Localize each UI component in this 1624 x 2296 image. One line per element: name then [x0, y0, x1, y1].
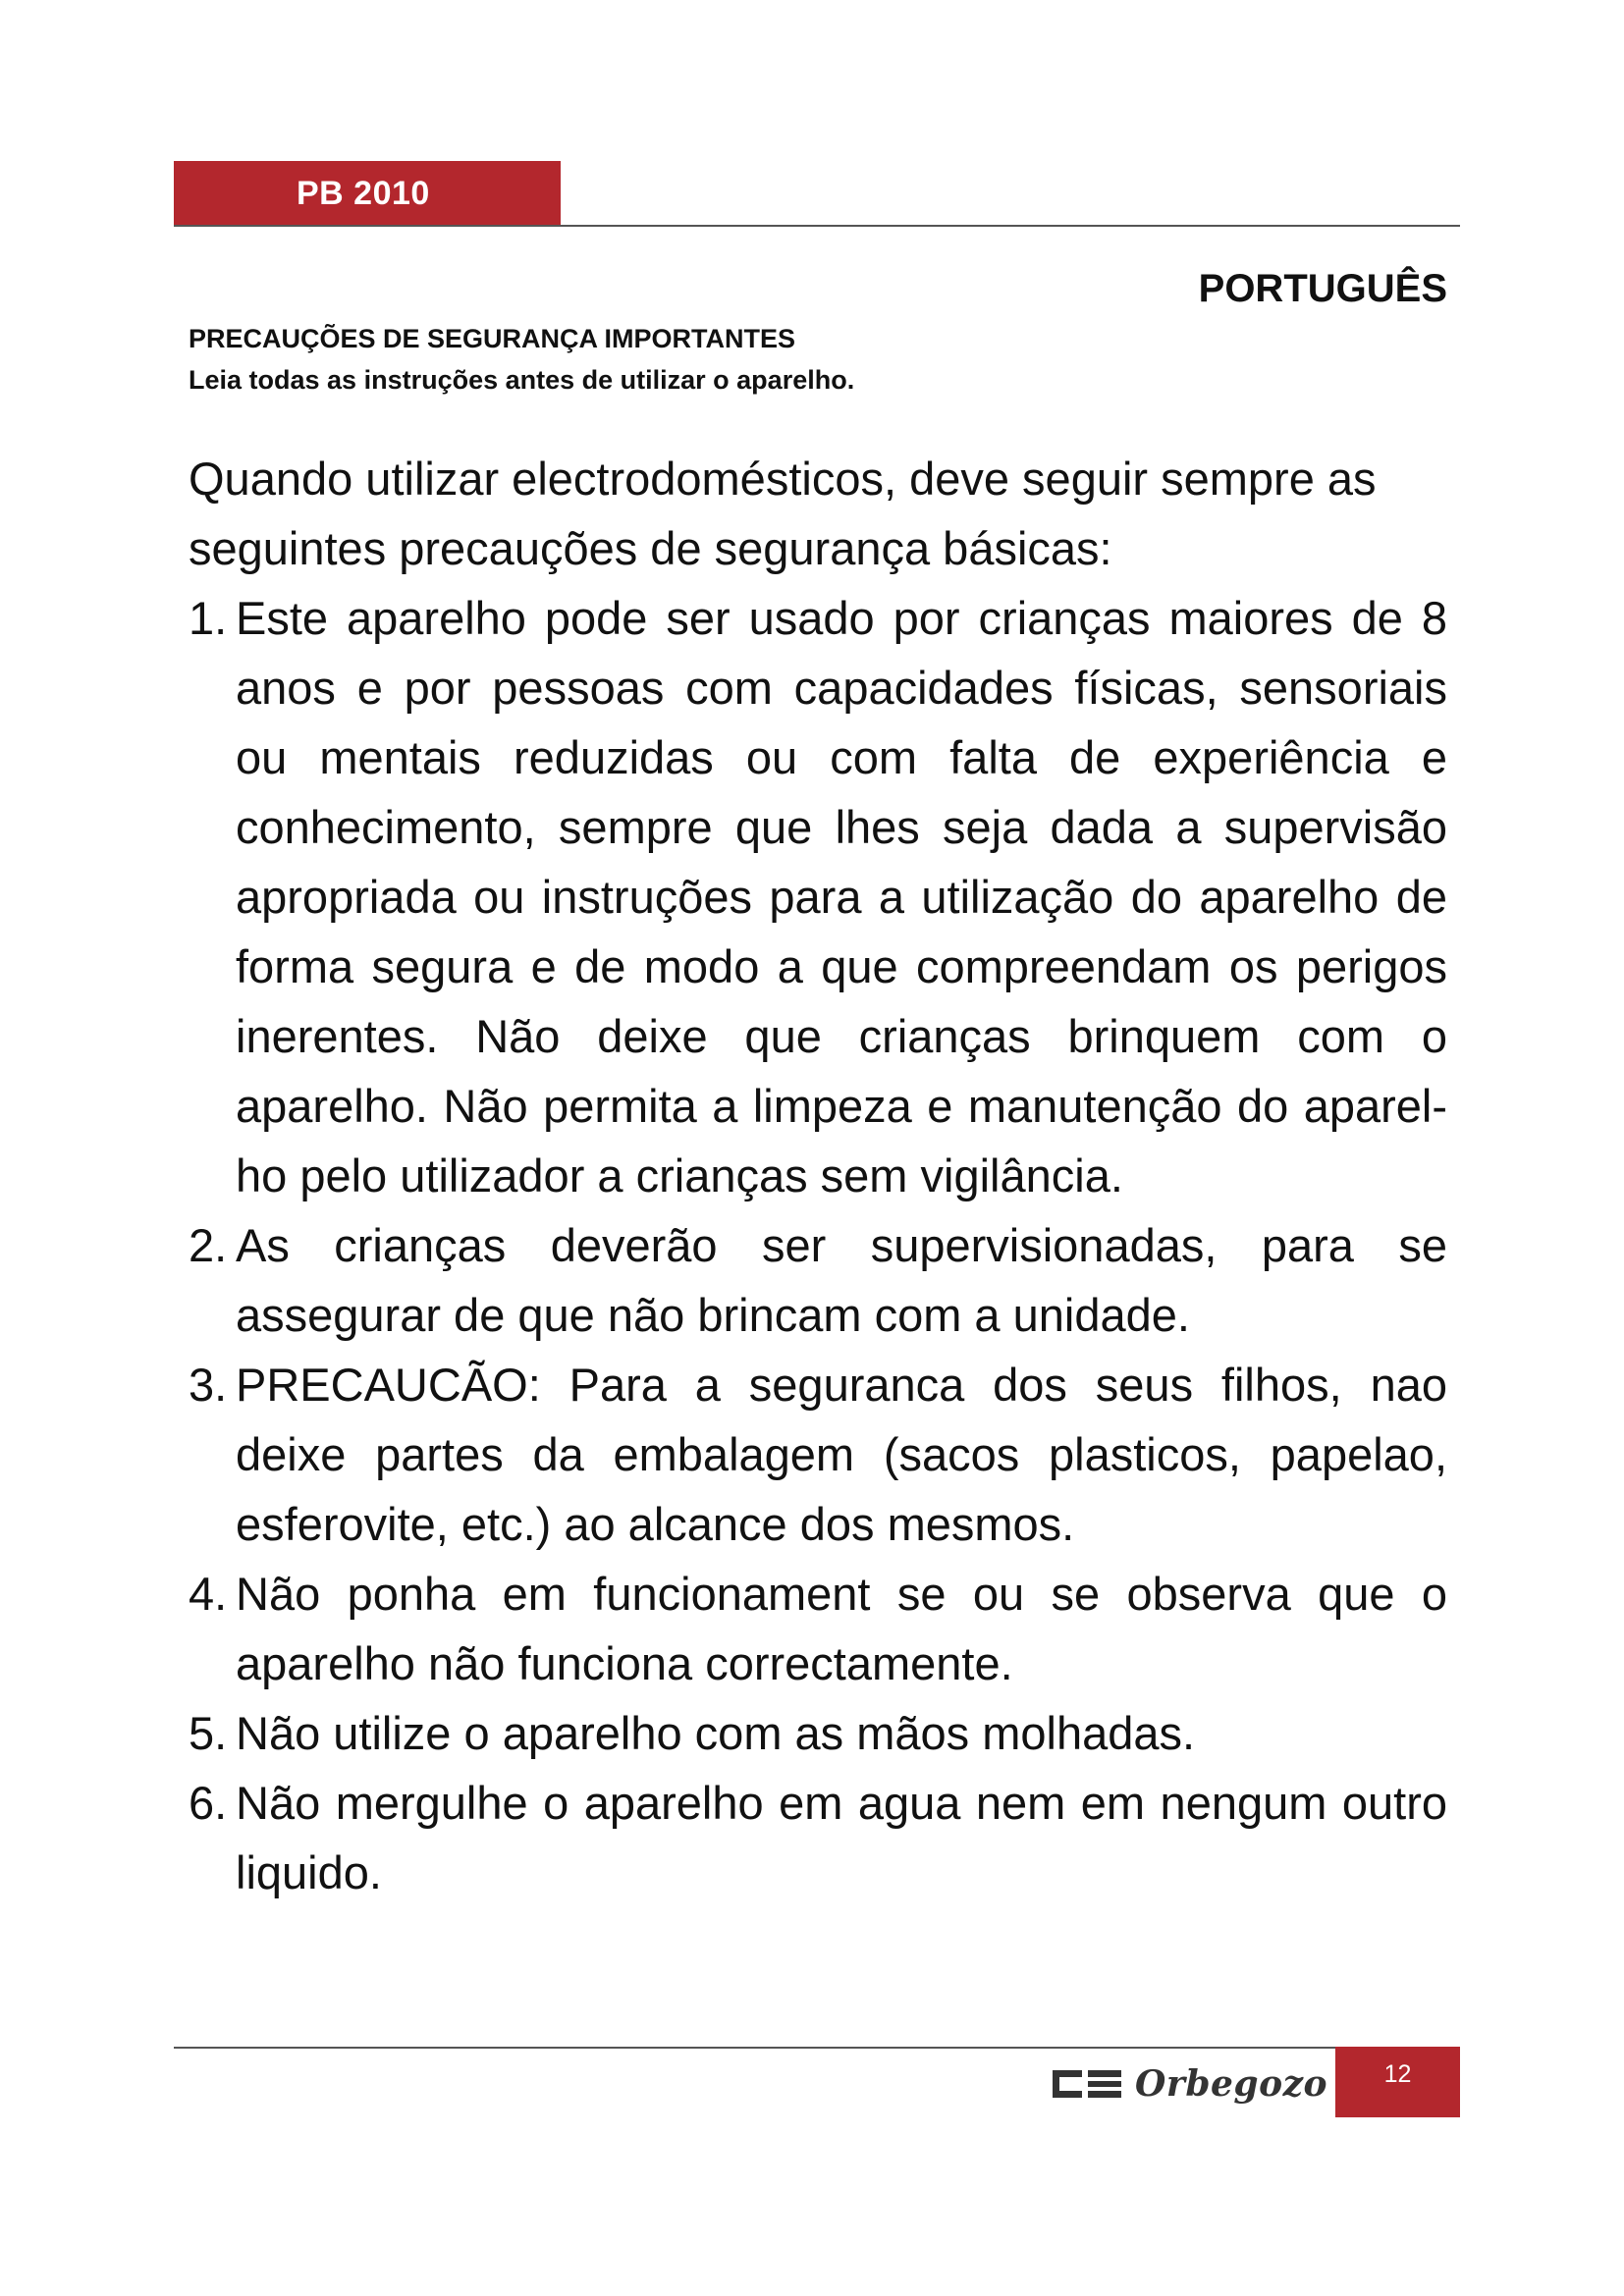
page-number: 12: [1383, 2060, 1412, 2088]
list-item-text: As crianças deverão ser supervisionadas, para se assegurar de que não brincam com a unidade.: [236, 1219, 1447, 1341]
header-model-tab: [174, 161, 561, 226]
list-item: [189, 1698, 1447, 1768]
orbegozo-logo-icon: [1053, 2066, 1121, 2102]
intro-paragraph: Quando utilizar electrodomésticos, deve seguir sempre as seguintes precauções de segurança básicas:: [189, 453, 1377, 574]
list-item-number: 5.: [189, 1707, 228, 1759]
list-item: [189, 1559, 1447, 1698]
brand-name: Orbegozo: [1135, 2063, 1328, 2105]
precautions-list: [189, 583, 1447, 1907]
list-item-number: 4.: [189, 1568, 228, 1620]
list-item-text: Não utilize o aparelho com as mãos molhadas.: [236, 1707, 1196, 1759]
list-item-text: Não ponha em funcionament se ou se observa que o aparelho não funciona correctamente.: [236, 1568, 1447, 1689]
list-item-number: 2.: [189, 1219, 228, 1271]
language-heading: PORTUGUÊS: [1198, 267, 1447, 310]
safety-title: PRECAUÇÕES DE SEGURANÇA IMPORTANTES: [189, 324, 796, 353]
list-item-text: Este aparelho pode ser usado por crianças maiores de 8 anos e por pessoas com capacidades físicas, sensoriais ou mentais reduzidas ou com falta de experiência e conhecimento, sempre que lhes seja dada a supervisão apropriada ou instruções para a utilização do aparelho de forma segura e de modo a que compreendam os perigos inerentes. Não deixe que crianças brinquem com o aparelho. Não permita a limpeza e manutenção do aparel-ho pelo utilizador a crianças sem vigilância.: [236, 592, 1447, 1201]
page-number-box: [1335, 2047, 1460, 2117]
list-item: [189, 1350, 1447, 1559]
list-item: [189, 1210, 1447, 1350]
list-item-number: 1.: [189, 592, 228, 644]
list-item-text: PRECAUCÃO: Para a seguranca dos seus filhos, nao deixe partes da embalagem (sacos plasticos, papelao, esferovite, etc.) ao alcance dos mesmos.: [236, 1359, 1447, 1550]
footer-divider: [174, 2047, 1460, 2049]
header-divider: [174, 225, 1460, 227]
model-label: PB 2010: [297, 175, 430, 212]
list-item-number: 6.: [189, 1777, 228, 1829]
list-item-number: 3.: [189, 1359, 228, 1411]
list-item: [189, 1768, 1447, 1907]
safety-subtitle: Leia todas as instruções antes de utilizar o aparelho.: [189, 365, 855, 395]
main-content: [189, 444, 1447, 1907]
list-item: [189, 583, 1447, 1210]
brand-logo: [1053, 2061, 1327, 2107]
list-item-text: Não mergulhe o aparelho em agua nem em nengum outro liquido.: [236, 1777, 1447, 1898]
